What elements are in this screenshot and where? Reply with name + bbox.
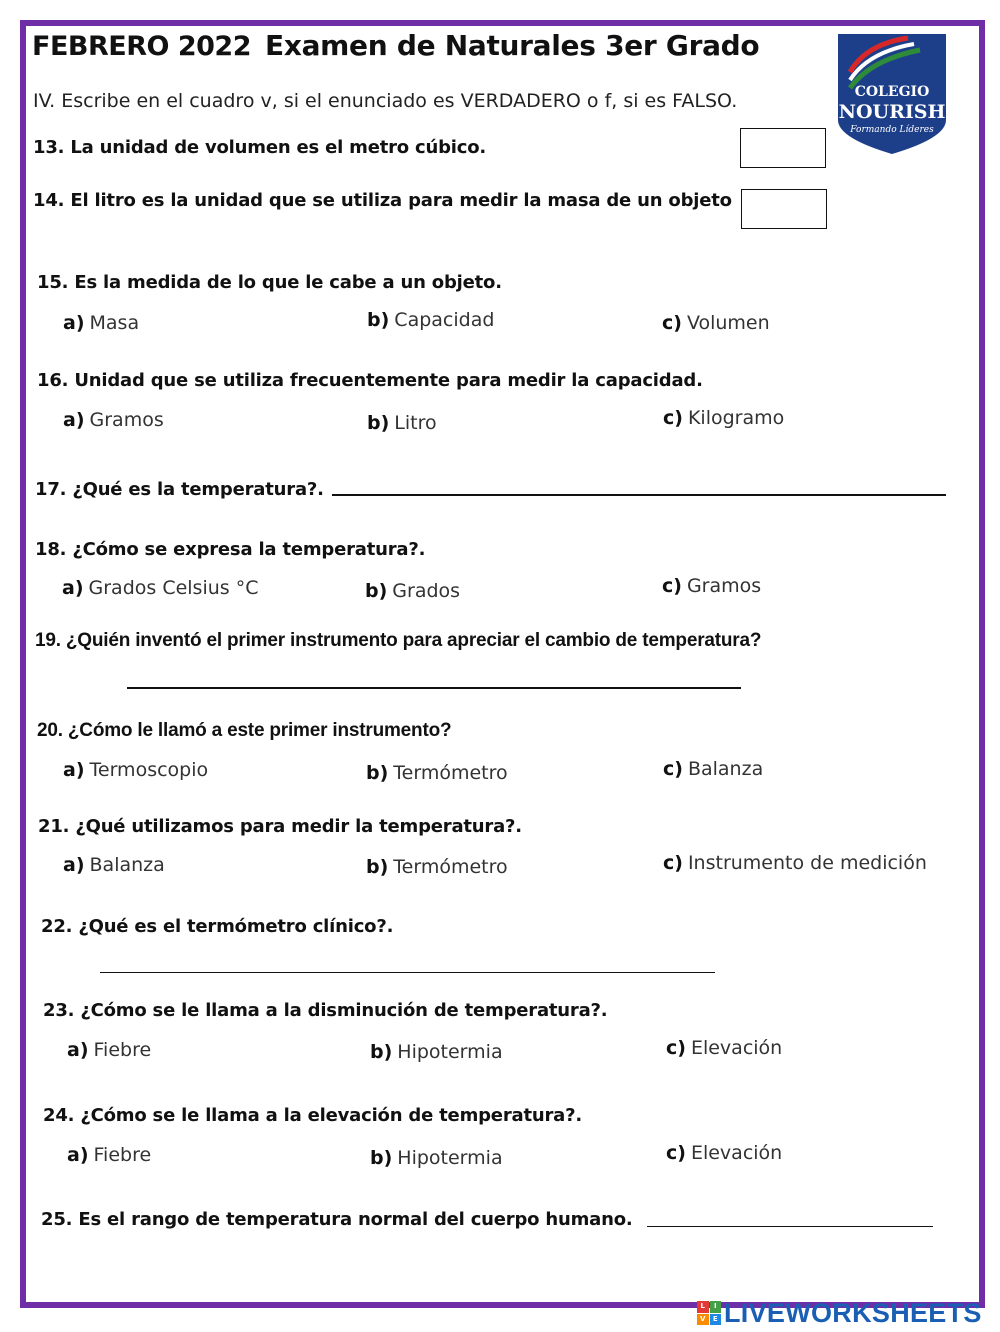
option-24-a[interactable] [67, 1144, 151, 1166]
question-13: 13. La unidad de volumen es el metro cúbico. [33, 137, 487, 158]
option-16-b[interactable] [367, 412, 437, 434]
option-21-b[interactable] [366, 856, 508, 878]
option-letter: a) [63, 312, 85, 334]
option-letter: b) [365, 580, 388, 602]
option-20-a[interactable] [63, 759, 208, 781]
answer-box-14[interactable] [741, 189, 827, 229]
logo-line-1: COLEGIO [854, 84, 930, 100]
option-letter: a) [67, 1039, 89, 1061]
option-23-b[interactable] [370, 1041, 503, 1063]
question-20: 20. ¿Cómo le llamó a este primer instrumento? [37, 720, 452, 741]
answer-line-25[interactable] [647, 1226, 933, 1227]
question-15: 15. Es la medida de lo que le cabe a un objeto. [37, 272, 502, 293]
option-text: Gramos [686, 575, 762, 597]
logo-line-3: Formando Líderes [850, 125, 934, 135]
option-letter: b) [367, 309, 390, 331]
option-text: Balanza [89, 854, 165, 876]
answer-line-22[interactable] [100, 972, 715, 973]
option-24-b[interactable] [370, 1147, 503, 1169]
option-letter: a) [62, 577, 84, 599]
option-text: Termoscopio [89, 759, 209, 781]
question-16: 16. Unidad que se utiliza frecuentemente para medir la capacidad. [37, 370, 703, 391]
option-20-b[interactable] [366, 762, 508, 784]
option-letter: a) [63, 854, 85, 876]
option-20-c[interactable] [663, 758, 763, 780]
option-text: Hipotermia [397, 1041, 503, 1063]
question-21: 21. ¿Qué utilizamos para medir la temperatura?. [38, 816, 522, 837]
option-text: Instrumento de medición [687, 852, 927, 874]
option-text: Gramos [89, 409, 164, 431]
option-letter: c) [662, 312, 682, 334]
answer-line-17[interactable] [332, 494, 946, 496]
question-18: 18. ¿Cómo se expresa la temperatura?. [35, 539, 426, 560]
brand-name: LIVEWORKSHEETS [724, 1297, 982, 1328]
option-text: Elevación [690, 1142, 783, 1164]
school-logo [836, 32, 948, 156]
option-letter: b) [370, 1041, 393, 1063]
liveworksheets-logo-icon [697, 1301, 721, 1325]
option-text: Kilogramo [687, 407, 785, 429]
option-text: Masa [89, 312, 140, 334]
question-25: 25. Es el rango de temperatura normal del cuerpo humano. [41, 1209, 633, 1230]
option-text: Fiebre [93, 1039, 152, 1061]
option-letter: c) [666, 1037, 686, 1059]
option-letter: c) [662, 575, 682, 597]
question-23: 23. ¿Cómo se le llama a la disminución de temperatura?. [43, 1000, 608, 1021]
exam-date: FEBRERO 2022 [32, 31, 251, 62]
option-letter: c) [663, 852, 683, 874]
brand-mark-letter: E [710, 1314, 722, 1326]
option-text: Fiebre [93, 1144, 152, 1166]
option-15-c[interactable] [662, 312, 770, 334]
brand-mark-letter: I [710, 1301, 722, 1313]
option-letter: c) [666, 1142, 686, 1164]
option-letter: c) [663, 407, 683, 429]
question-19: 19. ¿Quién inventó el primer instrumento para apreciar el cambio de temperatura? [35, 630, 762, 651]
option-15-a[interactable] [63, 312, 139, 334]
option-text: Litro [394, 412, 437, 434]
option-letter: b) [366, 762, 389, 784]
option-text: Termómetro [393, 762, 508, 784]
option-text: Balanza [687, 758, 764, 780]
instructions: IV. Escribe en el cuadro v, si el enunciado es VERDADERO o f, si es FALSO. [33, 90, 738, 112]
option-16-a[interactable] [63, 409, 164, 431]
option-letter: c) [663, 758, 683, 780]
option-text: Grados Celsius °C [88, 577, 259, 599]
question-22: 22. ¿Qué es el termómetro clínico?. [41, 916, 394, 937]
option-21-a[interactable] [63, 854, 165, 876]
question-24: 24. ¿Cómo se le llama a la elevación de temperatura?. [43, 1105, 582, 1126]
option-15-b[interactable] [367, 309, 494, 331]
option-23-c[interactable] [666, 1037, 782, 1059]
option-letter: b) [370, 1147, 393, 1169]
answer-line-19[interactable] [127, 687, 741, 689]
logo-line-2: NOURISH [838, 101, 946, 123]
option-text: Grados [392, 580, 461, 602]
option-21-c[interactable] [663, 852, 927, 874]
option-text: Termómetro [393, 856, 508, 878]
option-text: Hipotermia [397, 1147, 503, 1169]
exam-title: Examen de Naturales 3er Grado [265, 29, 760, 62]
option-text: Volumen [686, 312, 770, 334]
option-24-c[interactable] [666, 1142, 782, 1164]
option-letter: a) [67, 1144, 89, 1166]
option-text: Elevación [690, 1037, 783, 1059]
option-18-a[interactable] [62, 577, 258, 599]
option-18-b[interactable] [365, 580, 460, 602]
question-14: 14. El litro es la unidad que se utiliza para medir la masa de un objeto [33, 190, 732, 211]
liveworksheets-brand[interactable] [697, 1298, 982, 1328]
answer-box-13[interactable] [740, 128, 826, 168]
question-17: 17. ¿Qué es la temperatura?. [35, 479, 324, 500]
option-letter: b) [367, 412, 390, 434]
option-18-c[interactable] [662, 575, 761, 597]
option-letter: a) [63, 759, 85, 781]
option-letter: a) [63, 409, 85, 431]
shield-icon [836, 32, 948, 156]
option-text: Capacidad [394, 309, 495, 331]
option-23-a[interactable] [67, 1039, 151, 1061]
brand-mark-letter: L [697, 1301, 709, 1313]
option-letter: b) [366, 856, 389, 878]
brand-mark-letter: V [697, 1314, 709, 1326]
option-16-c[interactable] [663, 407, 784, 429]
